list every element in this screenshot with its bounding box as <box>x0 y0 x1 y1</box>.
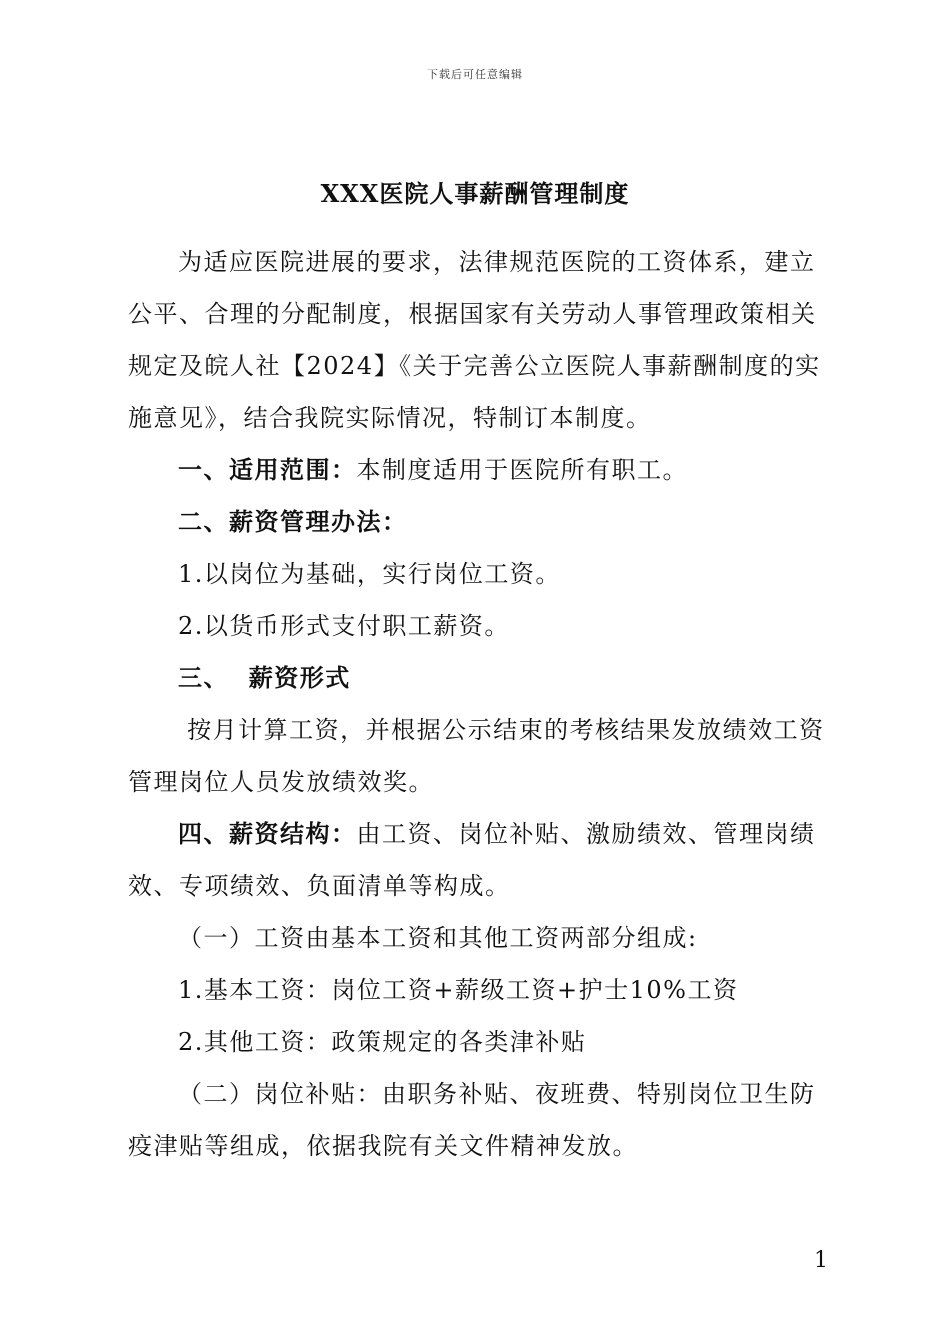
subsection-2-line-2: 疫津贴等组成，依据我院有关文件精神发放。 <box>128 1132 638 1160</box>
section-1 <box>128 444 828 496</box>
document-body <box>128 236 828 1172</box>
section-3-line-2: 管理岗位人员发放绩效奖。 <box>128 768 434 796</box>
section-2-heading: 二、薪资管理办法： <box>178 507 408 536</box>
page-number: 1 <box>814 1248 828 1273</box>
intro-line-3: 规定及皖人社【2024】《关于完善公立医院人事薪酬制度的实 <box>128 352 821 380</box>
section-2-item-1: 1.以岗位为基础，实行岗位工资。 <box>178 560 561 588</box>
section-4 <box>128 808 828 860</box>
section-4-text: 由工资、岗位补贴、激励绩效、管理岗绩 <box>356 820 816 848</box>
subsection-1-item-1: 1.基本工资：岗位工资+薪级工资+护士10%工资 <box>178 976 739 1004</box>
header-note: 下载后可任意编辑 <box>427 68 523 81</box>
subsection-1: （一）工资由基本工资和其他工资两部分组成: <box>178 924 698 952</box>
section-1-heading: 一、适用范围： <box>178 455 357 484</box>
section-3-heading: 三、 薪资形式 <box>178 663 351 692</box>
subsection-2-line-1: （二）岗位补贴：由职务补贴、夜班费、特别岗位卫生防 <box>178 1080 816 1108</box>
intro-line-1: 为适应医院进展的要求，法律规范医院的工资体系，建立 <box>178 248 816 276</box>
subsection-1-item-2: 2.其他工资：政策规定的各类津补贴 <box>178 1028 587 1056</box>
intro-line-2: 公平、合理的分配制度，根据国家有关劳动人事管理政策相关 <box>128 300 817 328</box>
section-4-line-2: 效、专项绩效、负面清单等构成。 <box>128 872 511 900</box>
section-2 <box>128 496 828 548</box>
section-3 <box>128 652 828 704</box>
section-4-heading: 四、薪资结构： <box>178 819 357 848</box>
document-title: XXX医院人事薪酬管理制度 <box>320 179 630 208</box>
section-2-item-2: 2.以货币形式支付职工薪资。 <box>178 612 510 640</box>
section-3-line-1: 按月计算工资，并根据公示结束的考核结果发放绩效工资 <box>178 716 825 744</box>
intro-line-4: 施意见》，结合我院实际情况，特制订本制度。 <box>128 404 652 432</box>
section-1-text: 本制度适用于医院所有职工。 <box>356 456 688 484</box>
